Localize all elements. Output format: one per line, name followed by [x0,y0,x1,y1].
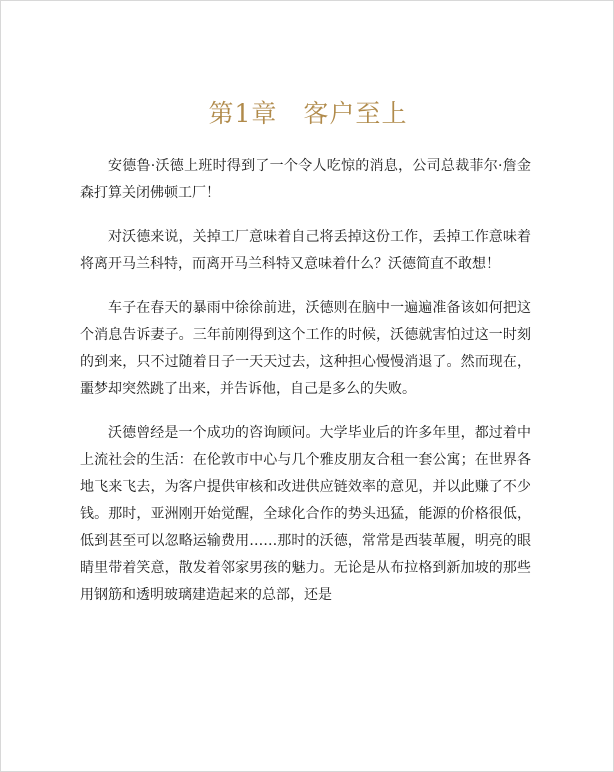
chapter-body [80,153,531,626]
paragraph: 安德鲁·沃德上班时得到了一个令人吃惊的消息，公司总裁菲尔·詹金森打算关闭佛顿工厂！ [80,158,531,201]
paragraph: 沃德曾经是一个成功的咨询顾问。大学毕业后的许多年里，都过着中上流社会的生活：在伦敦市中心与几个雅皮朋友合租一套公寓；在世界各地飞来飞去，为客户提供审核和改进供应链效率的意见，并以此赚了不少钱。那时，亚洲刚开始觉醒，全球化合作的势头迅猛，能源的价格很低，低到甚至可以忽略运输费用……那时的沃德，常常是西装革履，明亮的眼睛里带着笑意，散发着邻家男孩的魅力。无论是从布拉格到新加坡的那些用钢筋和透明玻璃建造起来的总部，还是 [80,425,531,603]
paragraph: 车子在春天的暴雨中徐徐前进，沃德则在脑中一遍遍准备该如何把这个消息告诉妻子。三年前刚得到这个工作的时候，沃德就害怕过这一时刻的到来，只不过随着日子一天天过去，这种担心慢慢消退了。然而现在，噩梦却突然跳了出来，并告诉他，自己是多么的失败。 [80,300,531,397]
chapter-title: 第1章 客户至上 [208,99,408,128]
paragraph: 对沃德来说，关掉工厂意味着自己将丢掉这份工作，丢掉工作意味着将离开马兰科特，而离开马兰科特又意味着什么？沃德简直不敢想！ [80,229,531,272]
